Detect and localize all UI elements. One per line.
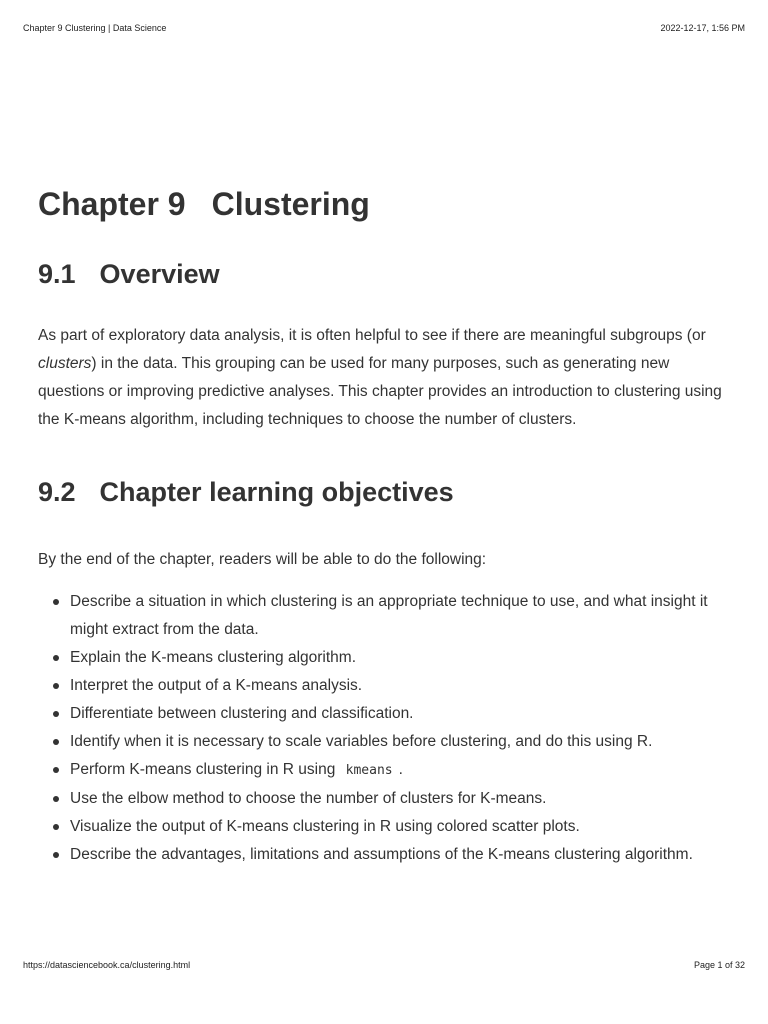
section-heading-overview [38,256,728,292]
overview-text-part-2: ) in the data. This grouping can be used for many purposes, such as generating new questions or improving predictive analyses. This chapter provides an introduction to clustering using the K-means algorithm, including techniques to choose the number of clusters. [38,355,722,428]
list-item: Use the elbow method to choose the number of clusters for K-means. [70,785,728,813]
section-number: 9.2 [38,477,76,507]
chapter-title [38,182,728,226]
list-item: Interpret the output of a K-means analysis. [70,672,728,700]
list-item: Explain the K-means clustering algorithm. [70,644,728,672]
chapter-number: Chapter 9 [38,186,186,222]
print-footer-url: https://datasciencebook.ca/clustering.html [23,960,191,970]
overview-text-part-1: As part of exploratory data analysis, it is often helpful to see if there are meaningful subgroups (or [38,327,706,344]
print-header-datetime: 2022-12-17, 1:56 PM [660,23,745,33]
section-title: Chapter learning objectives [99,477,454,507]
list-item: Describe the advantages, limitations and assumptions of the K-means clustering algorithm. [70,841,728,869]
list-item: Differentiate between clustering and classification. [70,700,728,728]
section-title: Overview [99,259,220,289]
print-header [23,23,745,33]
objectives-list [38,588,728,869]
list-item-text: Perform K-means clustering in R using [70,761,340,778]
print-header-title: Chapter 9 Clustering | Data Science [23,23,167,33]
list-item: Visualize the output of K-means clustering in R using colored scatter plots. [70,813,728,841]
clusters-emphasis: clusters [38,355,92,372]
page-content [38,182,728,869]
kmeans-code: kmeans [345,763,393,778]
objectives-intro: By the end of the chapter, readers will be able to do the following: [38,551,487,568]
list-item: Describe a situation in which clustering is an appropriate technique to use, and what insight it might extract from the data. [70,588,728,644]
list-item: Identify when it is necessary to scale variables before clustering, and do this using R. [70,728,728,756]
section-heading-objectives [38,474,728,510]
print-footer [23,960,745,970]
print-footer-page: Page 1 of 32 [693,960,745,970]
overview-paragraph [38,322,728,434]
chapter-name: Clustering [211,186,370,222]
section-number: 9.1 [38,259,76,289]
list-item-text: . [398,761,403,778]
list-item [70,756,728,785]
